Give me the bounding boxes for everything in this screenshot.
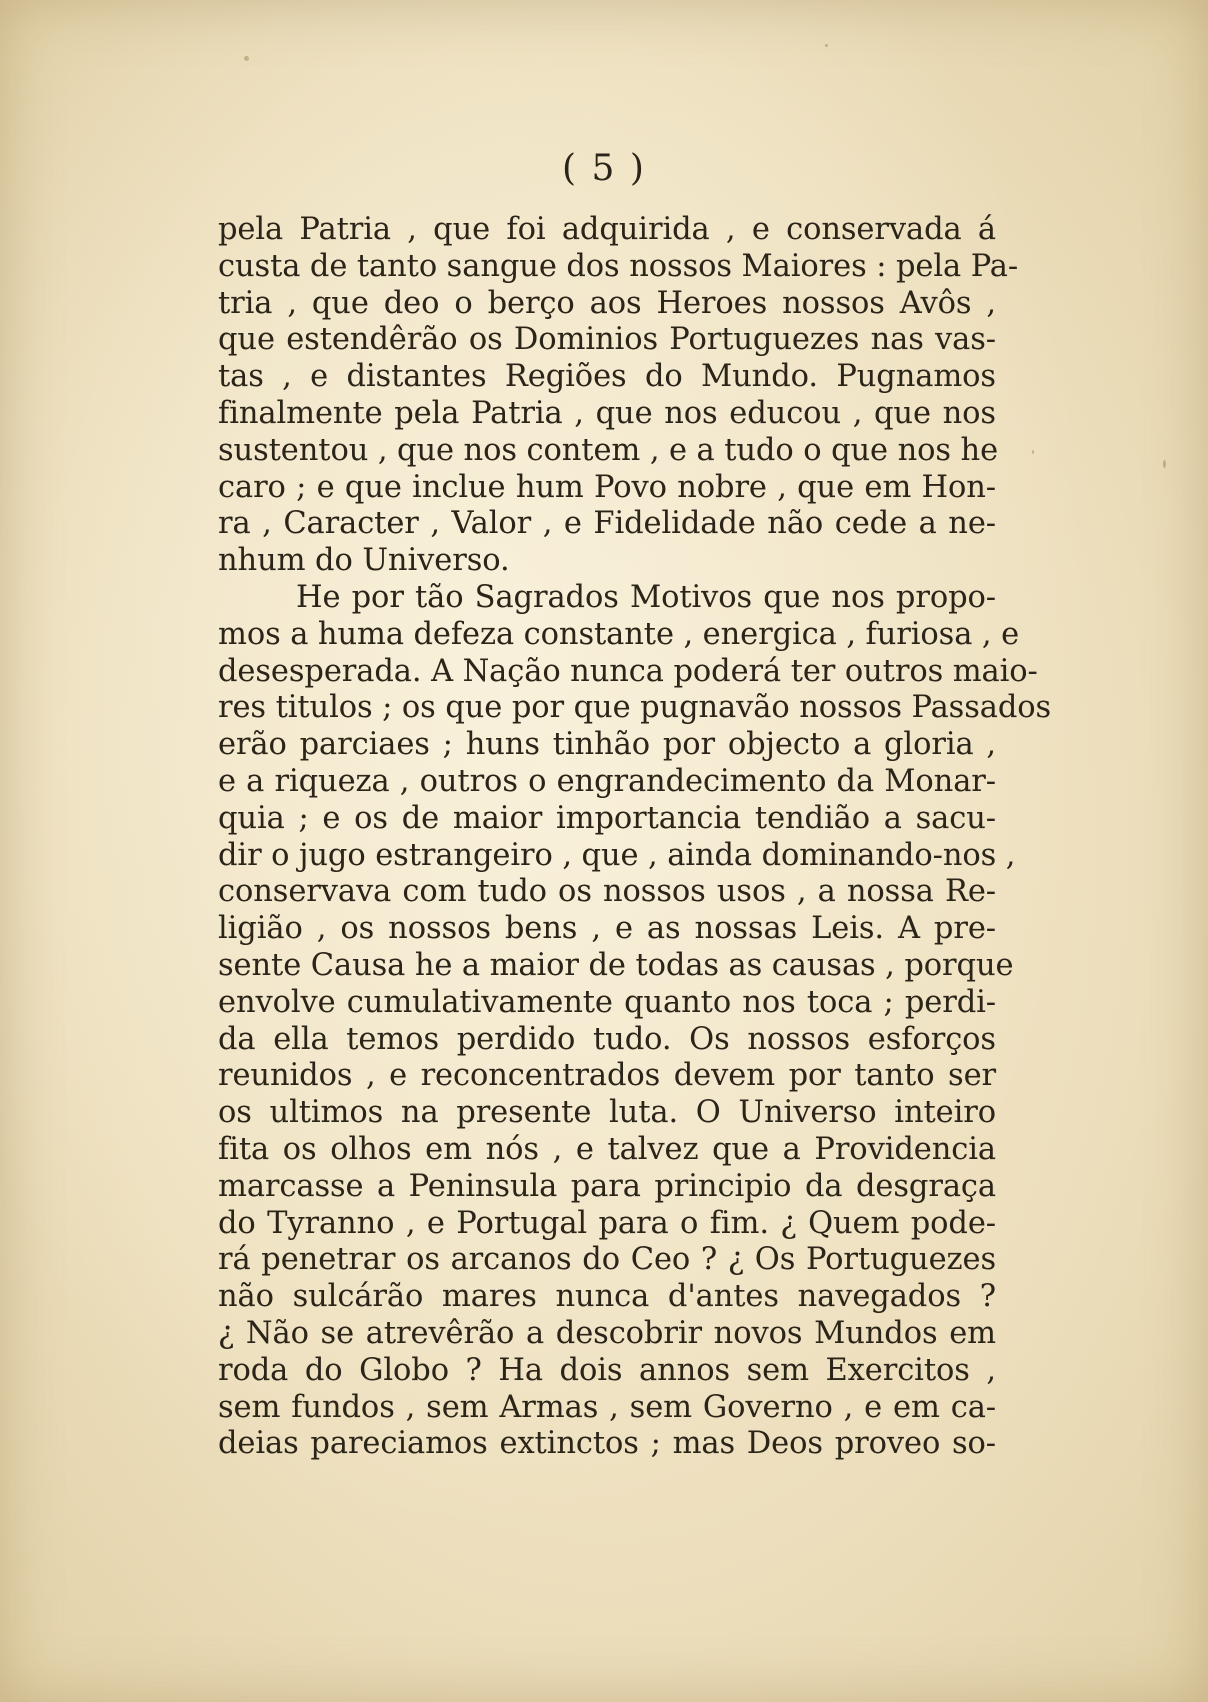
- text-line: erão parciaes ; huns tinhão por objecto a gloria ,: [218, 727, 996, 763]
- text-line: pela Patria , que foi adquirida , e conservada á: [218, 212, 996, 247]
- text-line: tria , que deo o berço aos Heroes nossos Avôs ,: [218, 285, 996, 321]
- text-line: sustentou , que nos contem , e a tudo o que nos he: [218, 432, 999, 468]
- ink-spot: [244, 56, 249, 61]
- text-line: conservava com tudo os nossos usos , a nossa Re-: [218, 874, 996, 910]
- text-line: da ella temos perdido tudo. Os nossos esforços: [218, 1021, 996, 1057]
- text-line: He por tão Sagrados Motivos que nos propo-: [296, 579, 996, 615]
- text-line: mos a huma defeza constante , energica , furiosa , e: [218, 616, 1020, 652]
- page-number: ( 5 ): [562, 148, 646, 189]
- text-line: rá penetrar os arcanos do Ceo ? ¿ Os Portuguezes: [218, 1242, 996, 1278]
- ink-spot: [1163, 460, 1166, 468]
- text-line: os ultimos na presente luta. O Universo inteiro: [218, 1095, 996, 1131]
- text-line: fita os olhos em nós , e talvez que a Providencia: [218, 1131, 996, 1167]
- text-line: custa de tanto sangue dos nossos Maiores : pela Pa-: [218, 248, 1019, 284]
- text-line: e a riqueza , outros o engrandecimento da Monar-: [218, 763, 996, 799]
- text-line: deias pareciamos extinctos ; mas Deos proveo so-: [218, 1426, 996, 1462]
- text-line: nhum do Universo.: [218, 543, 510, 579]
- text-line: desesperada. A Nação nunca poderá ter outros maio-: [218, 653, 1038, 689]
- text-line: ra , Caracter , Valor , e Fidelidade não cede a ne-: [218, 506, 996, 542]
- text-line: ¿ Não se atrevêrão a descobrir novos Mundos em: [218, 1315, 996, 1351]
- text-line: sem fundos , sem Armas , sem Governo , e em ca-: [218, 1389, 996, 1425]
- text-line: finalmente pela Patria , que nos educou , que nos: [218, 395, 996, 431]
- text-line: envolve cumulativamente quanto nos toca ; perdi-: [218, 984, 996, 1020]
- text-line: caro ; e que inclue hum Povo nobre , que em Hon-: [218, 469, 996, 505]
- text-line: que estendêrão os Dominios Portuguezes nas vas-: [218, 322, 996, 358]
- text-line: tas , e distantes Regiões do Mundo. Pugnamos: [218, 359, 996, 395]
- body-text: [218, 212, 1052, 1463]
- ink-spot: [1032, 450, 1034, 454]
- text-line: ligião , os nossos bens , e as nossas Leis. A pre-: [218, 911, 996, 947]
- text-line: do Tyranno , e Portugal para o fim. ¿ Quem pode-: [218, 1205, 996, 1241]
- text-line: res titulos ; os que por que pugnavão nossos Passados: [218, 690, 1052, 726]
- text-line: dir o jugo estrangeiro , que , ainda dominando-nos ,: [218, 837, 1016, 873]
- text-line: marcasse a Peninsula para principio da desgraça: [218, 1168, 996, 1204]
- text-line: não sulcárão mares nunca d'antes navegados ?: [218, 1279, 996, 1315]
- ink-spot: [825, 44, 828, 47]
- text-line: sente Causa he a maior de todas as causas , porque: [218, 947, 1014, 983]
- text-line: reunidos , e reconcentrados devem por tanto ser: [218, 1058, 996, 1094]
- text-line: roda do Globo ? Ha dois annos sem Exercitos ,: [218, 1352, 996, 1388]
- paragraph-2: [218, 579, 1052, 1463]
- paragraph-1: [218, 212, 1019, 580]
- text-line: quia ; e os de maior importancia tendião a sacu-: [218, 800, 996, 836]
